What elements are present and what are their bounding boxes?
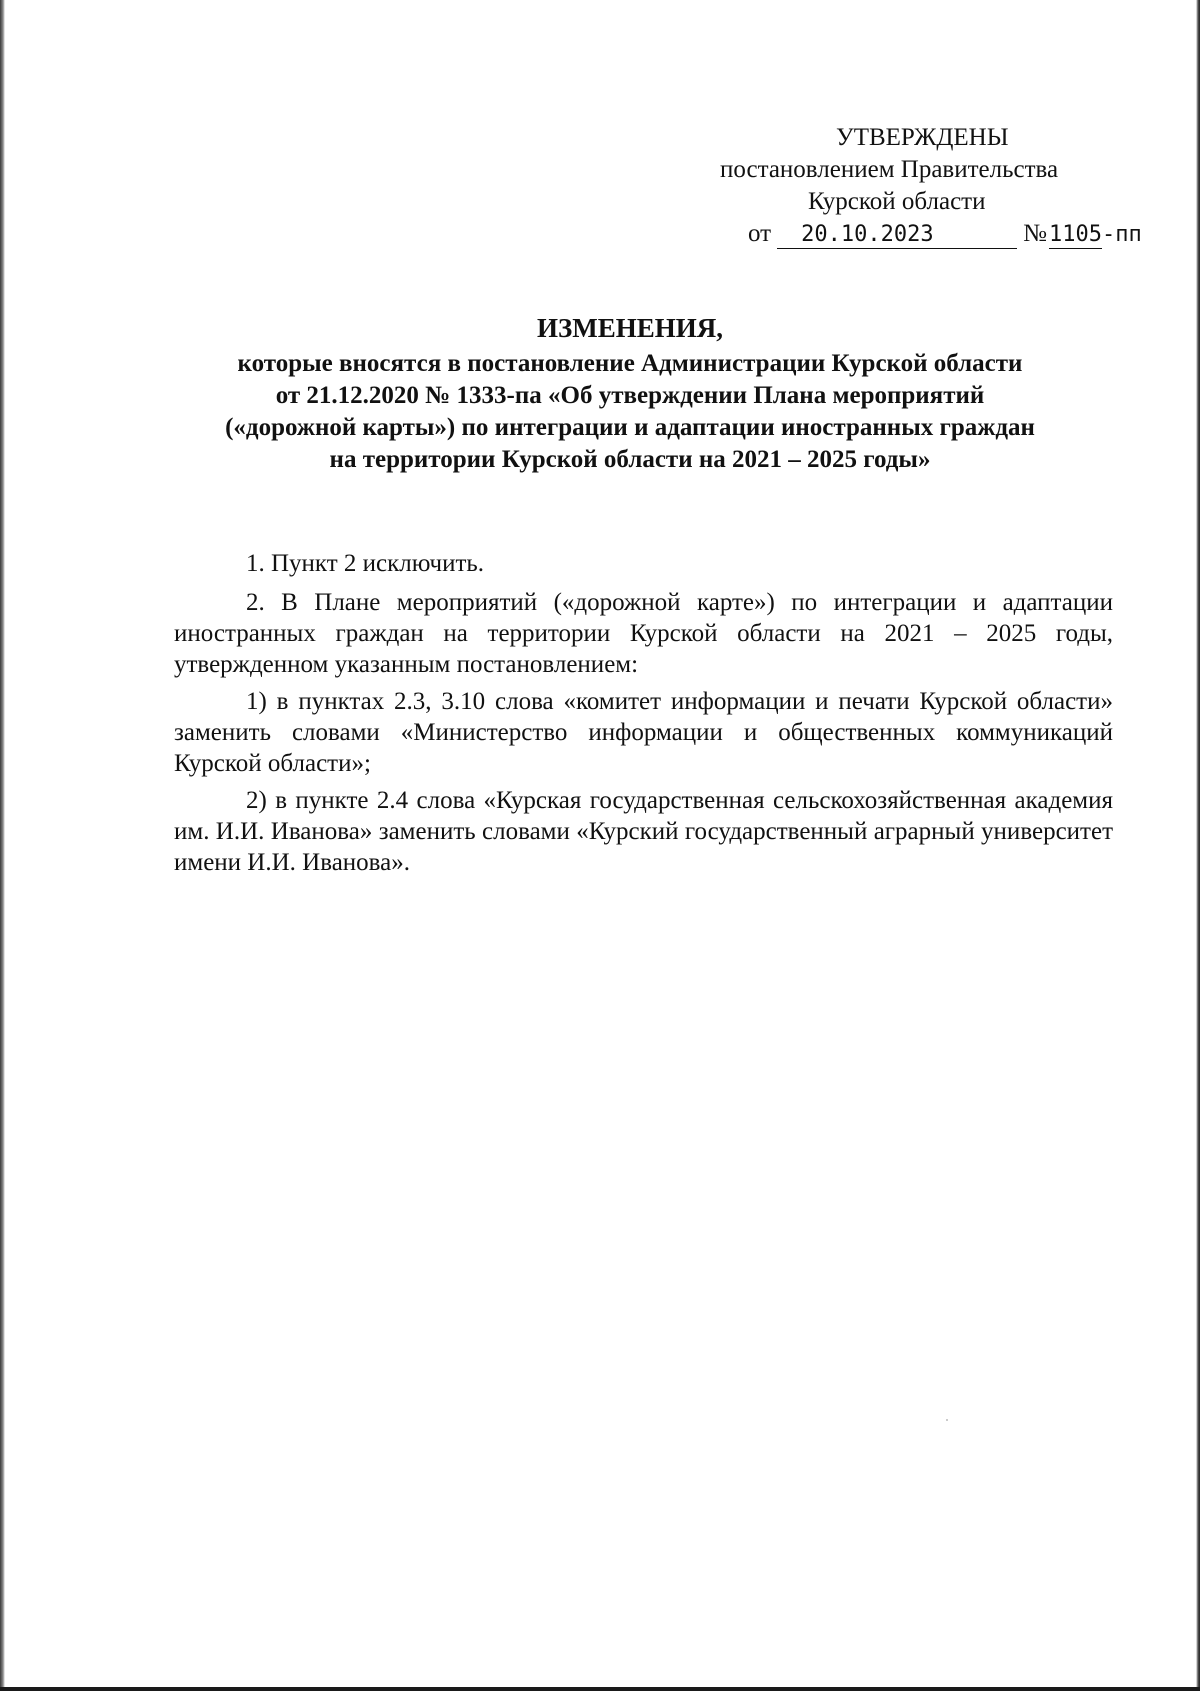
approval-title: УТВЕРЖДЕНЫ	[836, 124, 1009, 151]
scan-edge-left	[0, 0, 5, 1691]
approval-line-3: Курской области	[808, 188, 986, 215]
approval-number-suffix: -пп	[1101, 222, 1142, 247]
paragraph-4: 2) в пункте 2.4 слова «Курская государственная сельскохозяйственная академия им. И.И. Иванова» заменить словами «Курский государственный аграрный университет имени И.И. Иванова».	[174, 787, 1113, 876]
approval-date-line	[748, 218, 1142, 250]
number-sign: №	[1023, 220, 1047, 247]
document-heading	[160, 312, 1100, 476]
heading-line-2: от 21.12.2020 № 1333-па «Об утверждении Плана мероприятий	[275, 382, 985, 409]
paragraph-1: 1. Пункт 2 исключить.	[246, 550, 485, 577]
heading-line-3: («дорожной карты») по интеграции и адаптации иностранных граждан	[225, 414, 1035, 441]
paragraph-3: 1) в пунктах 2.3, 3.10 слова «комитет информации и печати Курской области» заменить словами «Министерство информации и общественных коммуникаций Курской области»;	[174, 688, 1113, 777]
scan-speck	[946, 1419, 948, 1421]
heading-line-1: которые вносятся в постановление Администрации Курской области	[237, 350, 1023, 377]
document-body	[174, 548, 1113, 884]
date-prefix: от	[748, 220, 772, 247]
approval-number: 1105	[1048, 222, 1102, 247]
heading-line-4: на территории Курской области на 2021 – 2025 годы»	[329, 446, 931, 473]
approval-date: 20.10.2023	[777, 222, 1017, 249]
approval-line-2: постановлением Правительства	[720, 156, 1059, 183]
heading-title: ИЗМЕНЕНИЯ,	[536, 313, 723, 343]
scan-edge-bottom	[0, 1687, 1200, 1691]
scan-edge-right	[1196, 0, 1200, 1691]
paragraph-2: 2. В Плане мероприятий («дорожной карте») по интеграции и адаптации иностранных граждан на территории Курской области на 2021 – 2025 годы, утвержденном указанным постановлением:	[174, 589, 1113, 678]
